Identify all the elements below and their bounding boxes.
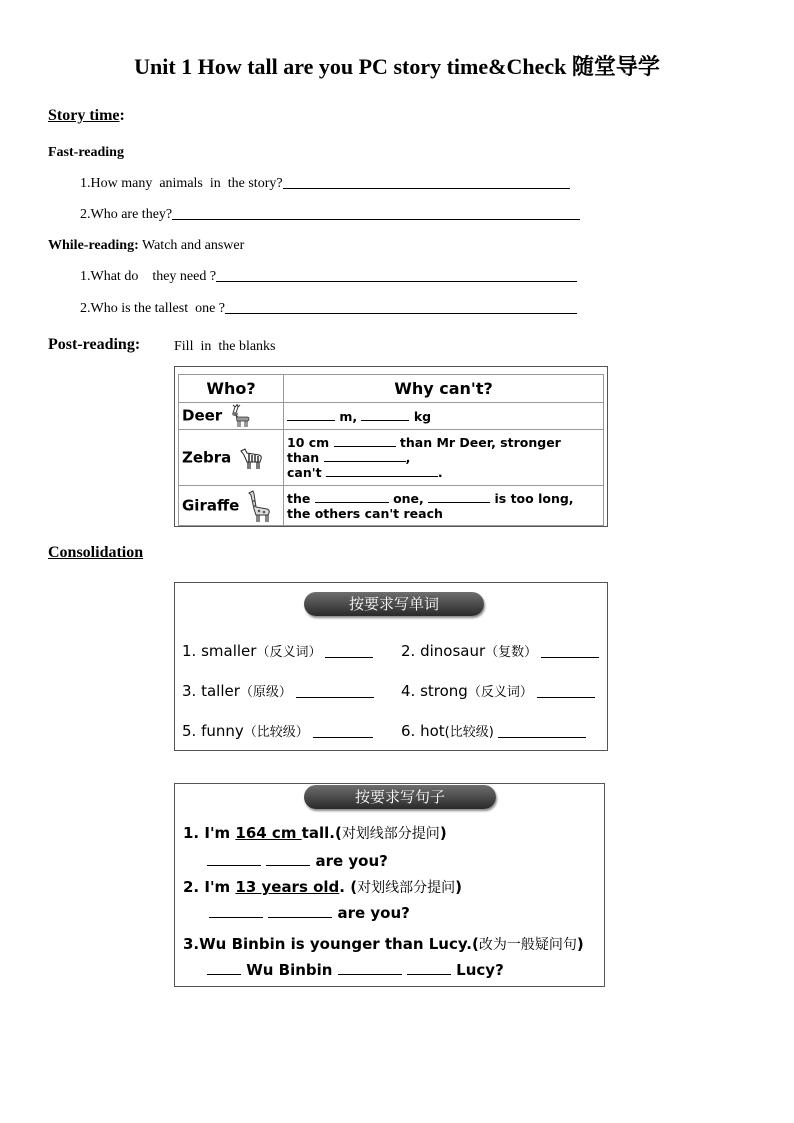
blank[interactable]	[315, 491, 389, 503]
vocab-item-4: 4. strong （反义词）	[401, 681, 595, 700]
story-time-heading: Story time:	[48, 107, 125, 124]
giraffe-answer: the one, is too long, the others can't reach	[284, 486, 604, 526]
sentence-1-answer: are you?	[207, 852, 388, 870]
blank[interactable]	[209, 905, 263, 918]
answer-line[interactable]	[541, 657, 599, 658]
deer-icon	[227, 403, 253, 429]
sentence-3: 3.Wu Binbin is younger than Lucy.(改为一般疑问句)	[183, 935, 584, 953]
sentence-2-answer: are you?	[209, 904, 410, 922]
zebra-icon	[237, 445, 265, 471]
blank[interactable]	[324, 450, 406, 462]
post-reading-instruction: Fill in the blanks	[174, 339, 276, 354]
answer-line[interactable]	[325, 657, 373, 658]
fast-reading-label: Fast-reading	[48, 145, 124, 160]
answer-line[interactable]	[313, 737, 373, 738]
sentence-banner: 按要求写句子	[304, 785, 496, 809]
post-reading-table	[178, 374, 604, 526]
deer-answer: m, kg	[284, 403, 604, 430]
row-deer: Deer	[179, 403, 284, 430]
while-question-1: 1.What do they need ?	[80, 269, 577, 285]
post-reading-label: Post-reading:	[48, 336, 141, 353]
blank[interactable]	[361, 409, 409, 421]
post-reading-table-box	[174, 366, 608, 527]
row-zebra: Zebra	[179, 430, 284, 486]
answer-line[interactable]	[283, 188, 570, 189]
col-why: Why can't?	[284, 375, 604, 403]
vocab-banner: 按要求写单词	[304, 592, 484, 616]
answer-line[interactable]	[225, 313, 577, 314]
sentence-3-answer: Wu Binbin Lucy?	[207, 961, 504, 979]
blank[interactable]	[428, 491, 490, 503]
blank[interactable]	[326, 465, 438, 477]
blank[interactable]	[207, 962, 241, 975]
sentence-1: 1. I'm 164 cm tall.(对划线部分提问)	[183, 824, 447, 842]
blank[interactable]	[287, 409, 335, 421]
vocab-item-6: 6. hot (比较级)	[401, 721, 586, 740]
sentence-2: 2. I'm 13 years old. (对划线部分提问)	[183, 878, 462, 896]
while-reading-row: While-reading: Watch and answer	[48, 238, 245, 253]
blank[interactable]	[407, 962, 451, 975]
answer-line[interactable]	[172, 219, 580, 220]
answer-line[interactable]	[296, 697, 374, 698]
blank[interactable]	[266, 853, 310, 866]
vocab-item-2: 2. dinosaur （复数）	[401, 641, 599, 660]
giraffe-icon	[245, 489, 273, 523]
blank[interactable]	[334, 435, 396, 447]
blank[interactable]	[338, 962, 402, 975]
page-title: Unit 1 How tall are you PC story time&Check 随堂导学	[134, 54, 660, 79]
col-who: Who?	[179, 375, 284, 403]
zebra-answer: 10 cm than Mr Deer, stronger than , can't .	[284, 430, 604, 486]
vocab-exercise-box	[174, 582, 608, 751]
sentence-exercise-box	[174, 783, 605, 987]
blank[interactable]	[268, 905, 332, 918]
while-question-2: 2.Who is the tallest one ?	[80, 301, 577, 317]
vocab-item-3: 3. taller （原级）	[182, 681, 374, 700]
consolidation-heading: Consolidation	[48, 544, 144, 561]
blank[interactable]	[207, 853, 261, 866]
vocab-item-1: 1. smaller （反义词）	[182, 641, 373, 660]
vocab-item-5: 5. funny （比较级）	[182, 721, 373, 740]
row-giraffe: Giraffe	[179, 486, 284, 526]
fast-question-1: 1.How many animals in the story?	[80, 176, 570, 192]
answer-line[interactable]	[537, 697, 595, 698]
fast-question-2: 2.Who are they?	[80, 207, 580, 223]
answer-line[interactable]	[498, 737, 586, 738]
answer-line[interactable]	[216, 281, 577, 282]
